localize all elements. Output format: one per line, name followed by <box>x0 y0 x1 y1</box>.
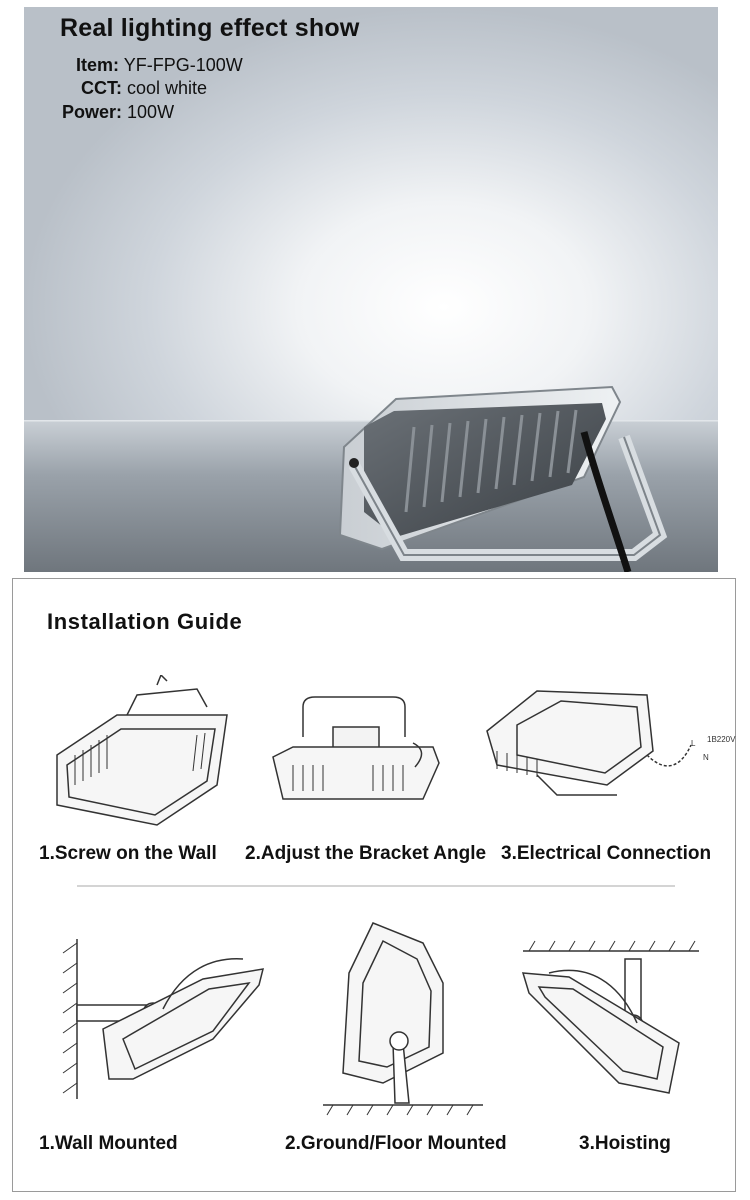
guide-title: Installation Guide <box>47 609 243 634</box>
spec-power-value: 100W <box>127 102 175 122</box>
wire-l: L <box>691 739 696 748</box>
step-electrical-connection: 3.Electrical Connection <box>501 843 712 864</box>
lighting-effect-photo <box>24 7 718 572</box>
spec-cct-value: cool white <box>127 78 208 98</box>
step-wall-mounted: 1.Wall Mounted <box>39 1133 178 1154</box>
step-adjust-bracket: 2.Adjust the Bracket Angle <box>245 843 487 864</box>
step-floor-mounted: 2.Ground/Floor Mounted <box>285 1133 507 1154</box>
spec-item <box>76 55 243 76</box>
spec-item-label: Item: <box>76 55 120 75</box>
wall-mounted-diagram <box>53 929 273 1109</box>
installation-guide-panel <box>12 578 736 1192</box>
spec-cct <box>81 78 207 99</box>
section-divider <box>77 885 675 887</box>
electrical-connection-diagram <box>477 685 717 815</box>
wiring-note: 1B220V <box>707 735 736 744</box>
spec-item-value: YF-FPG-100W <box>123 55 243 75</box>
spec-power <box>62 102 174 123</box>
photo-title: Real lighting effect show <box>60 14 360 42</box>
step-hoisting: 3.Hoisting <box>579 1133 671 1154</box>
wire-n: N <box>703 753 709 762</box>
screw-on-wall-diagram <box>47 675 247 835</box>
spec-cct-label: CCT: <box>81 78 122 98</box>
floor-mounted-diagram <box>313 913 493 1123</box>
spec-power-label: Power: <box>62 102 123 122</box>
step-screw-on-wall: 1.Screw on the Wall <box>39 843 217 864</box>
hoisting-diagram <box>509 933 709 1103</box>
adjust-bracket-diagram <box>263 687 449 817</box>
